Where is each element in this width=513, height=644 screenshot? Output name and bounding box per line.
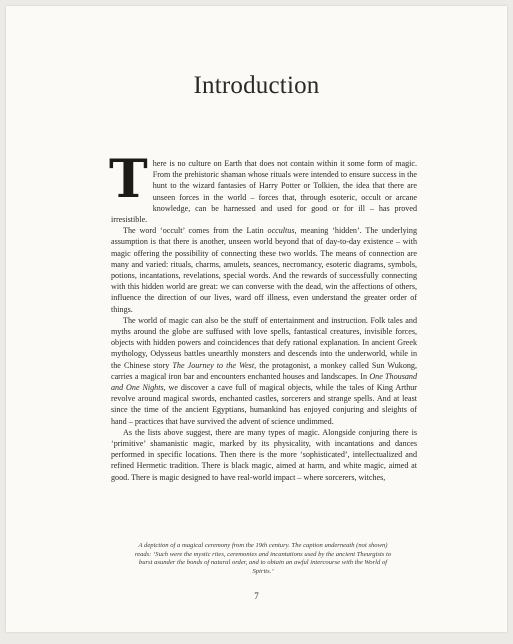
chapter-title: Introduction xyxy=(193,72,320,99)
p2-run-1: occultus xyxy=(267,226,295,236)
paragraph-1 xyxy=(109,149,417,225)
page-number: 7 xyxy=(254,591,259,601)
p3-run-2: , the protagonist, a monkey called Sun Wukong, carries a magical iron bar and encounters enchanted houses and landscapes. In xyxy=(111,360,417,381)
p4-run-0: As the lists above suggest, there are many types of magic. Alongside conjuring there is ‘primitive’ shamanistic magic, marked by its physicality, with incantations and dances performed in specific locations. Then there is the more ‘sophisticated’, intellectualized and refined Hermetic tradition. There is black magic, aimed at harm, and white magic, aimed at good. There is magic designed to have real-world impact – where sorcerers, witches, xyxy=(111,427,417,482)
p3-run-0: The world of magic can also be the stuff of entertainment and instruction. Folk tales and myths around the globe are suffused with love spells, fantastical creatures, invisible forces, objects with hidden powers and coincidences that defy rational explanation. In ancient Greek mythology, Odysseus battles unearthly monsters and descends into the underworld, while in the Chinese story xyxy=(111,315,417,370)
p2-run-0: The word ‘occult’ comes from the Latin xyxy=(123,226,268,236)
p3-run-4: , we discover a cave full of magical objects, while the tales of King Arthur revolve around magical swords, enchanted castles, sorcerers and strange spells. And at least since the time of the ancient Egyptians, humankind has enjoyed conjuring and sleights of hand – practices that have survived the advent of science undimmed. xyxy=(111,383,417,426)
p3-run-3: One Thousand and One Nights xyxy=(111,371,417,393)
p3-run-1: The Journey to the West xyxy=(172,360,255,370)
paragraph-2 xyxy=(111,225,417,315)
book-page xyxy=(6,6,507,632)
image-caption: A depiction of a magical ceremony from the 19th century. The caption underneath (not shown) reads: ‘Such were the mystic rites, ceremonies and incantations used by the ancient Theurgists to burst asunder the bonds of natural order, and to obtain an awful intercourse with the World of Spirits.’ xyxy=(134,542,392,575)
drop-cap: T xyxy=(109,149,148,210)
p1-run-0: here is no culture on Earth that does not contain within it some form of magic. From the prehistoric shaman whose rituals were intended to ensure success in the hunt to the wizard fantasies of Harry Potter or Tolkien, the idea that there are unseen forces in the world – forces that, through esoteric, occult or arcane knowledge, can be harnessed and used for good or for ill – has proved irresistible. xyxy=(111,159,417,225)
p2-run-2: , meaning ‘hidden’. The underlying assumption is that there is another, unseen world beyond that of day-to-day existence – with magic offering the possibility of connecting these two worlds. The means of connection are many and varied: rituals, charms, amulets, seances, necromancy, esoteric diagrams, symbols, potions, incantations, revelations, special words. And the rewards of successfully connecting with this hidden world are great: we can converse with the dead, win the affections of others, influence the direction of our lives, ward off illness, even understand the greater order of things. xyxy=(111,226,417,314)
body-text xyxy=(109,149,417,483)
paragraph-3 xyxy=(111,315,417,427)
paragraph-4 xyxy=(111,427,417,483)
